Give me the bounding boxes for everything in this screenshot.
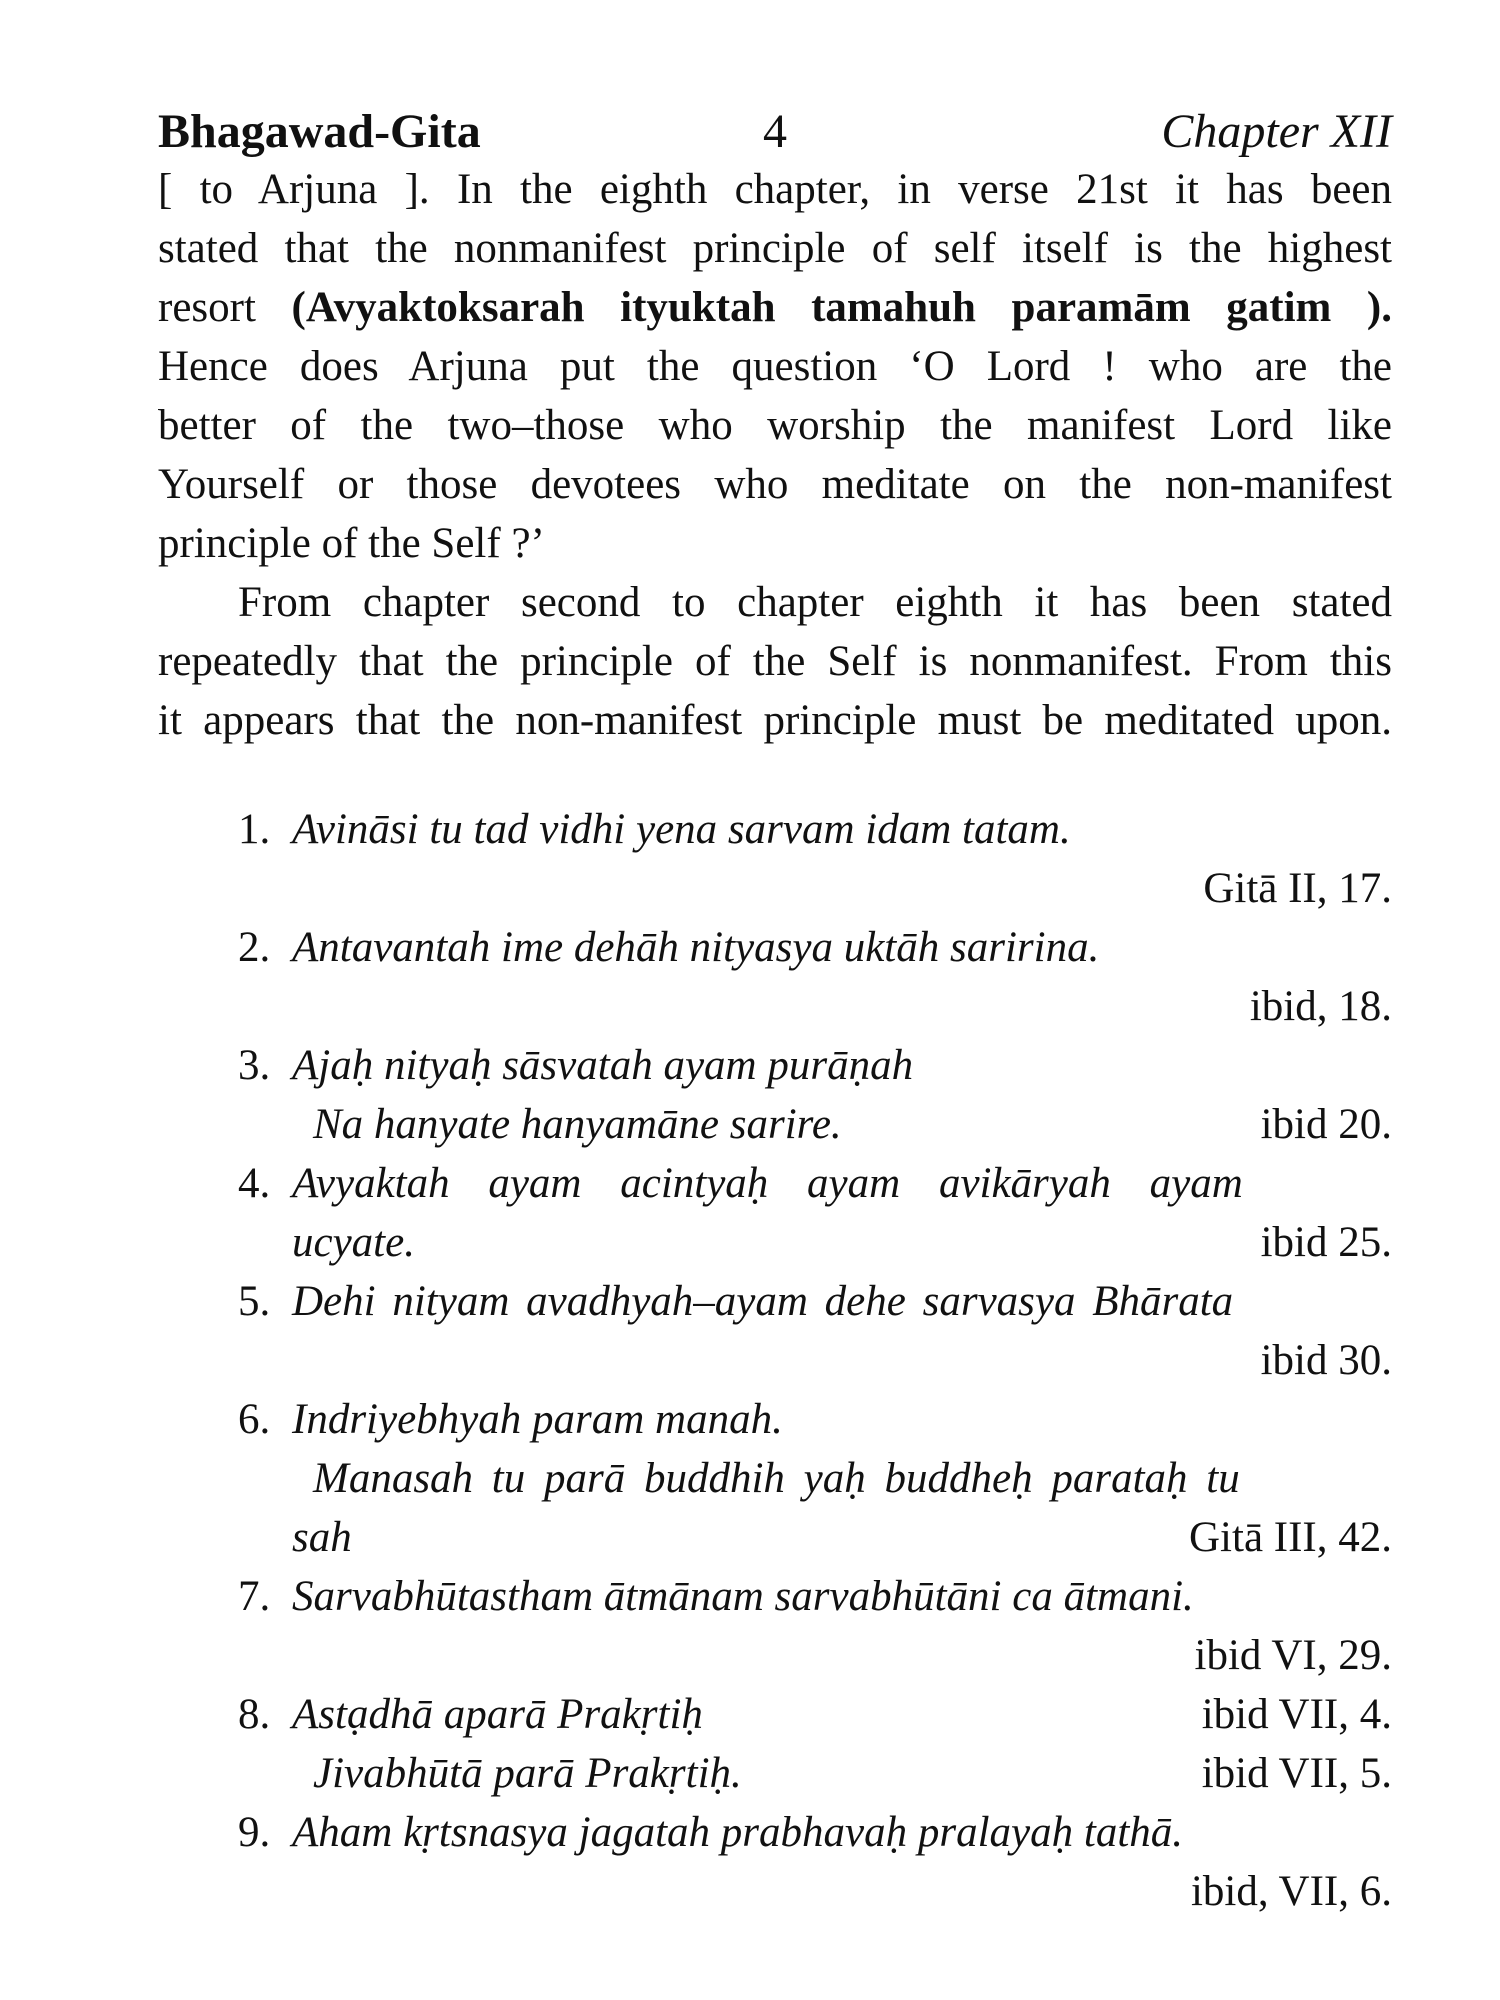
verse-reference: ibid, VII, 6. <box>1190 1868 1392 1915</box>
verse-reference: ibid 30. <box>1260 1337 1392 1384</box>
verse-text: ucyate. <box>292 1219 415 1266</box>
verse-text: Avināsi tu tad vidhi yena sarvam idam tatam. <box>292 806 1071 853</box>
verse-number: 6. <box>238 1396 271 1443</box>
verse-number: 8. <box>238 1691 271 1738</box>
verse-2-ref-row <box>158 977 1392 1036</box>
text-line: stated that the nonmanifest principle of self itself is the highest <box>158 225 1392 272</box>
verse-text: Antavantah ime dehāh nityasya uktāh saririna. <box>292 924 1100 971</box>
verse-4-line-2 <box>158 1213 1392 1272</box>
verse-text: Indriyebhyah param manah. <box>292 1396 783 1443</box>
verse-6 <box>158 1390 1392 1449</box>
verse-text: sah <box>292 1514 352 1561</box>
book-title: Bhagawad-Gita <box>158 105 481 158</box>
verse-number: 1. <box>238 806 271 853</box>
text-line: repeatedly that the principle of the Self is nonmanifest. From this <box>158 638 1392 685</box>
verse-text: Aham kṛtsnasya jagatah prabhavaḥ pralayaḥ tathā. <box>292 1809 1184 1856</box>
sanskrit-quote: (Avyaktoksarah ityuktah tamahuh paramām gatim ). <box>291 284 1392 331</box>
verse-2 <box>158 918 1392 977</box>
verse-7 <box>158 1567 1392 1626</box>
verse-6-line-3 <box>158 1508 1392 1567</box>
paragraph-1 <box>158 160 1392 573</box>
verse-text: Ajaḥ nityaḥ sāsvatah ayam purāṇah <box>292 1042 914 1089</box>
text-line: Yourself or those devotees who meditate on the non-manifest <box>158 461 1392 508</box>
verse-reference: ibid VII, 4. <box>1201 1691 1392 1738</box>
verse-5 <box>158 1272 1392 1331</box>
verse-3 <box>158 1036 1392 1095</box>
verse-number: 9. <box>238 1809 271 1856</box>
verse-reference: Gitā III, 42. <box>1189 1514 1392 1561</box>
verse-list <box>158 800 1392 1921</box>
verse-8 <box>158 1685 1392 1744</box>
text-line: principle of the Self ?’ <box>158 520 545 567</box>
text-segment: resort <box>158 284 292 331</box>
verse-1-ref-row <box>158 859 1392 918</box>
verse-text: Sarvabhūtastham ātmānam sarvabhūtāni ca ātmani. <box>292 1573 1194 1620</box>
page-number: 4 <box>763 105 787 158</box>
text-line: better of the two–those who worship the manifest Lord like <box>158 402 1392 449</box>
verse-7-ref-row <box>158 1626 1392 1685</box>
verse-number: 3. <box>238 1042 271 1089</box>
text-line <box>158 278 1392 337</box>
verse-9-ref-row <box>158 1862 1392 1921</box>
verse-reference: ibid VII, 5. <box>1201 1750 1392 1797</box>
verse-text: Jivabhūtā parā Prakṛtiḥ. <box>313 1750 742 1797</box>
verse-reference: Gitā II, 17. <box>1203 865 1392 912</box>
verse-9 <box>158 1803 1392 1862</box>
verse-4 <box>158 1154 1392 1213</box>
verse-reference: ibid, 18. <box>1249 983 1392 1030</box>
text-line: Hence does Arjuna put the question ‘O Lord ! who are the <box>158 343 1392 390</box>
verse-text: Astạdhā aparā Prakṛtiḥ <box>292 1691 703 1738</box>
text-line: [ to Arjuna ]. In the eighth chapter, in verse 21st it has been <box>158 166 1392 213</box>
verse-number: 5. <box>238 1278 271 1325</box>
verse-8-line-2 <box>158 1744 1392 1803</box>
verse-3-line-2 <box>158 1095 1392 1154</box>
verse-6-line-2 <box>158 1449 1392 1508</box>
verse-1 <box>158 800 1392 859</box>
verse-text: Manasah tu parā buddhih yaḥ buddheḥ parataḥ tu <box>313 1455 1240 1502</box>
text-line: From chapter second to chapter eighth it has been stated <box>238 579 1392 626</box>
text-line: it appears that the non-manifest principle must be meditated upon. <box>158 697 1392 744</box>
chapter-label: Chapter XII <box>1161 105 1392 158</box>
verse-reference: ibid VI, 29. <box>1194 1632 1392 1679</box>
verse-number: 4. <box>238 1160 271 1207</box>
verse-5-ref-row <box>158 1331 1392 1390</box>
verse-text: Dehi nityam avadhyah–ayam dehe sarvasya Bhārata <box>292 1278 1234 1325</box>
verse-text: Avyaktah ayam acintyaḥ ayam avikāryah ayam <box>292 1160 1243 1207</box>
verse-number: 7. <box>238 1573 271 1620</box>
verse-reference: ibid 25. <box>1260 1219 1392 1266</box>
verse-reference: ibid 20. <box>1260 1101 1392 1148</box>
verse-text: Na hanyate hanyamāne sarire. <box>313 1101 842 1148</box>
paragraph-2 <box>158 573 1392 750</box>
verse-number: 2. <box>238 924 271 971</box>
